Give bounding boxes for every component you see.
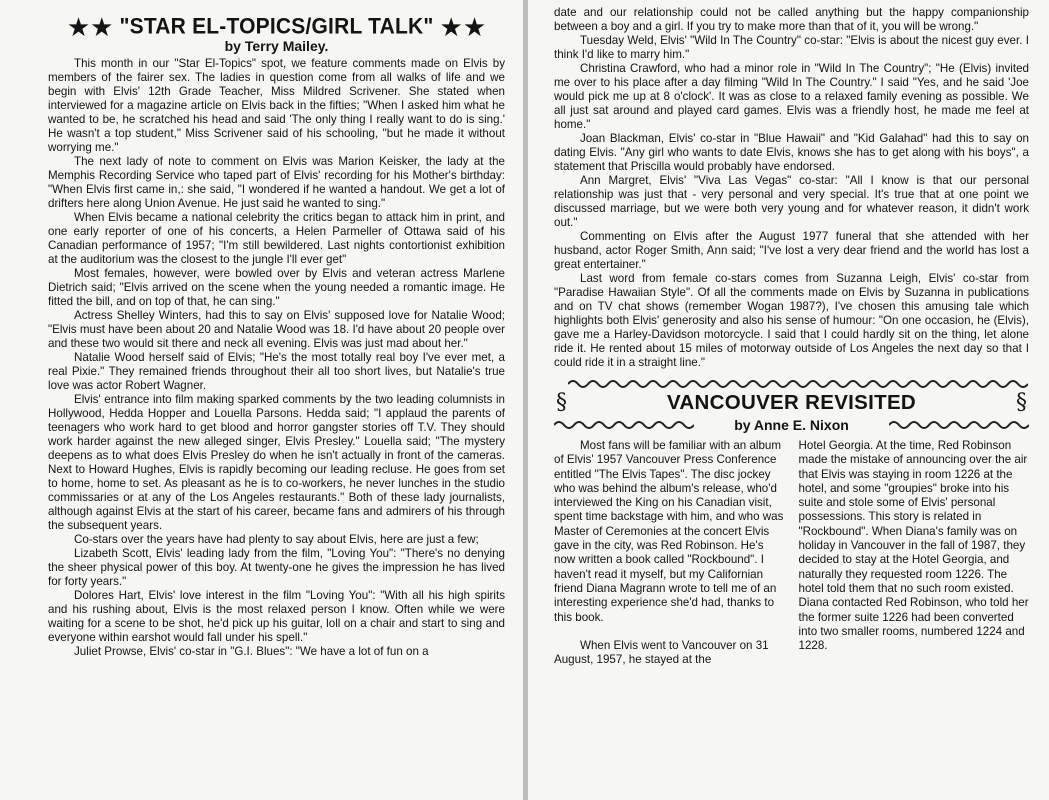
article-body [48, 57, 505, 659]
chain-ornament-icon [568, 378, 1028, 390]
paragraph: When Elvis became a national celebrity the critics began to attack him in print, and one early reporter of one of his concerts, a Helen Parmeller of Ottawa said of his Canadian performance of 1957; "I'm still bewildered. Last nights contortionist exhibition at the auditorium was the closest to the jungle I'll ever get" [48, 211, 505, 266]
paragraph: Co-stars over the years have had plenty to say about Elvis, here are just a few; [74, 533, 479, 546]
paragraph: The next lady of note to comment on Elvis was Marion Keisker, the lady at the Memphis Recording Service who taped part of Elvis' recording for his Mother's birthday: "When Elvis first came in,: she said, "I wondered if he wanted a handout. We get a lot of drifters here along Union Avenue. He just said he wanted to sing." [48, 155, 505, 210]
article-title: "STAR EL-TOPICS/GIRL TALK" [119, 14, 434, 39]
section-header [556, 390, 1027, 415]
section-sign-icon: § [1015, 390, 1027, 415]
chain-ornament-icon [554, 419, 694, 431]
ornamental-divider-top [568, 378, 1019, 390]
article-continuation [554, 6, 1029, 370]
paragraph: Christina Crawford, who had a minor role in "Wild In The Country"; "He (Elvis) invited me over to his place after a day filming "Wild In The Country." I said "Yes, and he said 'Joe would pick me up at 8 o'clock'. It was as close to a relaxed family evening as possible. We all just sat around and played card games. Elvis was a friendly host, he made me feel at home." [554, 62, 1029, 131]
paragraph: Most females, however, were bowled over by Elvis and veteran actress Marlene Dietrich said; "Elvis arrived on the scene when the young needed a romantic image. He fitted the bill, and on top of that, he can sing." [48, 267, 505, 308]
left-page [0, 0, 523, 800]
paragraph: Commenting on Elvis after the August 1977 funeral that she attended with her husband, actor Roger Smith, Ann said; "I've lost a very dear friend and the world has lost a great entertainer." [554, 230, 1029, 271]
paragraph: Hotel Georgia. At the time, Red Robinson made the mistake of announcing over the air that Elvis was staying in room 1226 at the hotel, and some "groupies" broke into his suite and stole some of Elvis' personal possessions. This story is related in "Rockbound". When Diana's family was on holiday in Vancouver in the fall of 1987, they decided to stay at the Hotel Georgia, and naturally they requested room 1226. The hotel told them that no such room existed. Diana contacted Red Robinson, who told her the former suite 1226 had been converted into two smaller rooms, numbered 1224 and 1228. [798, 439, 1029, 653]
paragraph: Natalie Wood herself said of Elvis; "He's the most totally real boy I've ever met, a real Pixie." They remained friends throughout their all too short lives, but Natalie's true love was actor Robert Wagner. [48, 351, 505, 392]
article-header [48, 14, 505, 40]
paragraph: Elvis' entrance into film making sparked comments by the two leading columnists in Hollywood, Hedda Hopper and Louella Parsons. Hedda said; "I applaud the parents of teenagers who work hard to get blood and horror gangster stories off T.V. They should work harder against the new alleged singer, Elvis Presley." Louella said; "The mystery deepens as to what does Elvis Presley do when he isn't actually in front of the cameras. Next to Howard Hughes, Elvis is rapidly becoming our leading recluse. He goes from set to home, home to set. As pleasant as he is to co-workers, he never lunches in the studio commissaries or at any of the Los Angeles restaurants." Both of these lady journalists, although against Elvis at the start of his career, became fans and admirers of his through the subsequent years. [48, 393, 505, 532]
paragraph: date and our relationship could not be called anything but the happy companionship between a boy and a girl. If you try to make more than that of it, you will be wrong." [554, 6, 1029, 33]
article-byline: by Terry Mailey. [224, 38, 329, 54]
section-byline-row [554, 417, 1029, 433]
right-page [528, 0, 1049, 800]
section-columns [554, 439, 1029, 667]
paragraph: Ann Margret, Elvis' "Viva Las Vegas" co-star: "All I know is that our personal relationship was just that - very personal and very special. It's true that at one point we discussed marriage, but we were both very young and for whatever reason, it didn't work out." [554, 174, 1029, 229]
section-byline: by Anne E. Nixon [734, 417, 849, 433]
column-left [554, 439, 785, 667]
paragraph: Lizabeth Scott, Elvis' leading lady from the film, "Loving You": "There's no denying the sheer physical power of this boy. At twenty-one he gives the impression he has lived for forty years." [48, 547, 505, 588]
paragraph: When Elvis went to Vancouver on 31 August, 1957, he stayed at the [554, 638, 769, 667]
paragraph: This month in our "Star El-Topics" spot, we feature comments made on Elvis by members of the fairer sex. The ladies in question come from all walks of life and we begin with Elvis' 12th Grade Teacher, Miss Mildred Scrivener. She stated when interviewed for a magazine article on Elvis back in the fifties; "When I asked him what he wanted to be, he scratched his head and said 'The only thing I really want to do is sing.' He wasn't a top student," Miss Scrivener said of his schooling, "but he made it without worrying me." [48, 57, 505, 154]
section-sign-icon: § [556, 390, 567, 415]
chain-ornament-icon [889, 419, 1029, 431]
star-icon: ★★ [66, 12, 114, 42]
column-right [799, 439, 1030, 667]
paragraph: Actress Shelley Winters, had this to say on Elvis' supposed love for Natalie Wood; "Elvis must have been about 20 and Natalie Wood was 18. I'd have about 20 people over and these two would sit there and neck all evening. Elvis was just mad about her." [48, 309, 505, 350]
paragraph: Last word from female co-stars comes from Suzanna Leigh, Elvis' co-star from "Paradise Hawaiian Style". Of all the comments made on Elvis by Suzanna in publications and on TV chat shows (remember Wogan 1987?), I've chosen this amusing tale which highlights both Elvis' generosity and also his sense of humour: "On one occasion, he (Elvis), gave me a Harley-Davidson motorcycle. I said that I could hardly sit on the thing, let alone ride it. He rented about 15 miles of motorway outside of Los Angeles the next day so that I could ride it in a straight line." [554, 272, 1029, 369]
section-title: VANCOUVER REVISITED [666, 390, 917, 414]
star-icon: ★★ [439, 12, 487, 42]
paragraph: Tuesday Weld, Elvis' "Wild In The Country" co-star: "Elvis is about the nicest guy ever. I think I'd like to marry him." [554, 34, 1029, 61]
paragraph: Dolores Hart, Elvis' love interest in the film "Loving You": "With all his high spirits and his rushing about, Elvis is the most relaxed person I know. Often while we were waiting for a scene to be shot, he'd pick up his guitar, loll on a chair and start to sing and everyone within earshot would fall under his spell." [48, 589, 505, 644]
paragraph: Most fans will be familiar with an album of Elvis' 1957 Vancouver Press Conference entitled "The Elvis Tapes". The disc jockey who was behind the album's release, who'd interviewed the King on his Canadian visit, spent time backstage with him, and who was Master of Ceremonies at the concert Elvis gave in the city, was Red Robinson. He's now written a book called "Rockbound". I haven't read it myself, but my Californian friend Diana Magrann wrote to tell me of an interesting experience she'd had, thanks to this book. [554, 439, 784, 624]
paragraph: Joan Blackman, Elvis' co-star in "Blue Hawaii" and "Kid Galahad" had this to say on dating Elvis. "Any girl who wants to date Elvis, knows she has to get along with his boys", a statement that Priscilla would probably have endorsed. [554, 132, 1029, 173]
paragraph: Juliet Prowse, Elvis' co-star in "G.I. Blues": "We have a lot of fun on a [74, 645, 429, 658]
